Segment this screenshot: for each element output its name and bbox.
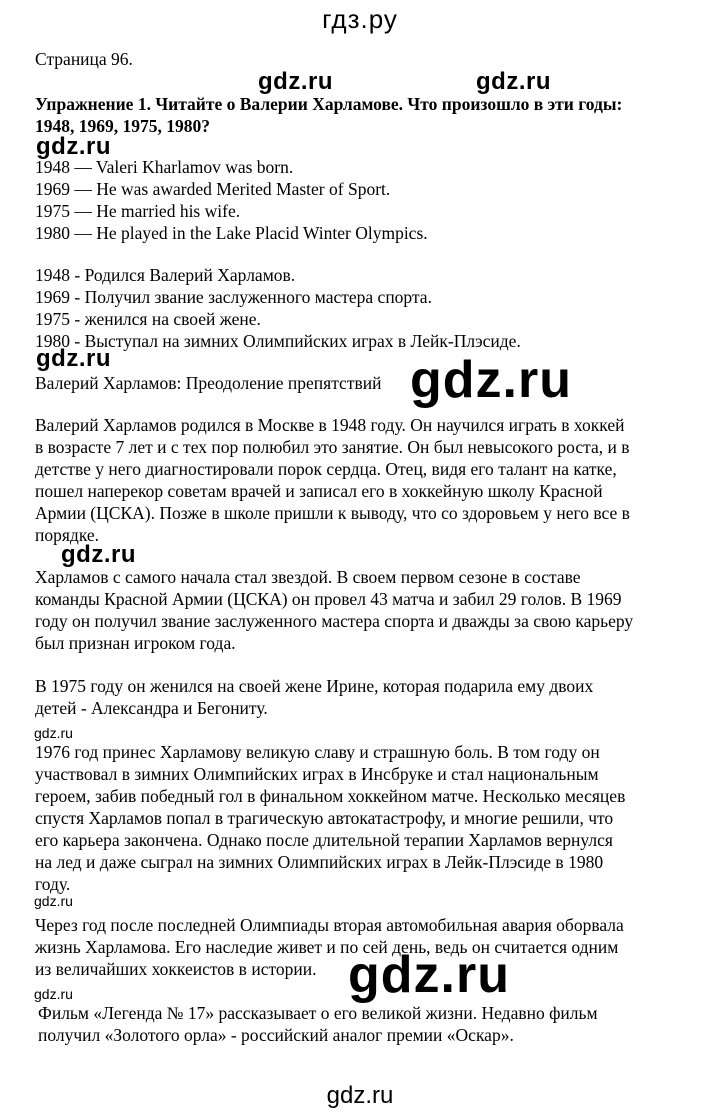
watermark: gdz.ru xyxy=(34,986,73,1002)
english-event: 1969 — He was awarded Merited Master of Sport. xyxy=(35,179,391,199)
russian-event: 1975 - женился на своей жене. xyxy=(35,309,261,329)
paragraph-line: участвовал в зимних Олимпийских играх в Инсбруке и стал национальным xyxy=(35,764,599,784)
paragraph-line: Армии (ЦСКА). Позже в школе пришли к выводу, что со здоровьем у него все в xyxy=(35,503,630,523)
paragraph-line: жизнь Харламова. Его наследие живет и по сей день, ведь он считается одним xyxy=(35,937,619,957)
exercise-heading-line2: 1948, 1969, 1975, 1980? xyxy=(35,116,210,136)
site-footer: gdz.ru xyxy=(326,1082,394,1109)
english-event: 1980 — He played in the Lake Placid Winter Olympics. xyxy=(35,223,428,243)
watermark: gdz.ru xyxy=(36,133,111,160)
page-number-label: Страница 96. xyxy=(35,49,133,69)
paragraph-line: Валерий Харламов родился в Москве в 1948 году. Он научился играть в хоккей xyxy=(35,415,625,435)
paragraph-line: Через год после последней Олимпиады вторая автомобильная авария оборвала xyxy=(35,915,624,935)
watermark: gdz.ru xyxy=(348,946,510,1004)
paragraph-line: пошел наперекор советам врачей и записал его в хоккейную школу Красной xyxy=(35,481,603,501)
paragraph-line: из величайших хоккеистов в истории. xyxy=(35,959,317,979)
paragraph-line: был признан игроком года. xyxy=(35,633,236,653)
paragraph-line: получил «Золотого орла» - российский аналог премии «Оскар». xyxy=(38,1025,514,1045)
paragraph-line: 1976 год принес Харламову великую славу и страшную боль. В том году он xyxy=(35,742,600,762)
paragraph-line: детей - Александра и Бегониту. xyxy=(35,698,268,718)
paragraph-line: спустя Харламов попал в трагическую автокатастрофу, и многие решили, что xyxy=(35,808,614,828)
paragraph-line: героем, забив победный гол в финальном хоккейном матче. Несколько месяцев xyxy=(35,786,626,806)
english-event: 1975 — He married his wife. xyxy=(35,201,241,221)
watermark: gdz.ru xyxy=(258,68,333,95)
paragraph-line: порядке. xyxy=(35,525,100,545)
paragraph-line: его карьера закончена. Однако после длительной терапии Харламов вернулся xyxy=(35,830,613,850)
paragraph-line: Фильм «Легенда № 17» рассказывает о его великой жизни. Недавно фильм xyxy=(38,1003,598,1023)
russian-event: 1948 - Родился Валерий Харламов. xyxy=(35,265,296,285)
paragraph-line: детстве у него диагностировали порок сердца. Отец, видя его талант на катке, xyxy=(35,459,617,479)
paragraph-line: команды Красной Армии (ЦСКА) он провел 43 матча и забил 29 голов. В 1969 xyxy=(35,589,622,609)
paragraph-line: в возрасте 7 лет и с тех пор полюбил это занятие. Он был невысокого роста, и в xyxy=(35,437,630,457)
russian-event: 1980 - Выступал на зимних Олимпийских играх в Лейк-Плэсиде. xyxy=(35,331,521,351)
watermark: gdz.ru xyxy=(476,68,551,95)
article-title: Валерий Харламов: Преодоление препятствий xyxy=(35,373,382,393)
paragraph-line: году он получил звание заслуженного мастера спорта и дважды за свою карьеру xyxy=(35,611,634,631)
watermark: gdz.ru xyxy=(410,351,572,409)
watermark: gdz.ru xyxy=(34,725,73,741)
paragraph-line: году. xyxy=(35,874,71,894)
watermark: gdz.ru xyxy=(36,345,111,372)
paragraph-line: на лед и даже сыграл на зимних Олимпийских играх в Лейк-Плэсиде в 1980 xyxy=(35,852,604,872)
paragraph-line: В 1975 году он женился на своей жене Ирине, которая подарила ему двоих xyxy=(35,676,594,696)
paragraph-line: Харламов с самого начала стал звездой. В своем первом сезоне в составе xyxy=(35,567,581,587)
exercise-heading-line1: Упражнение 1. Читайте о Валерии Харламове. Что произошло в эти годы: xyxy=(35,94,623,114)
watermark: gdz.ru xyxy=(61,541,136,568)
russian-event: 1969 - Получил звание заслуженного мастера спорта. xyxy=(35,287,432,307)
english-event: 1948 — Valeri Kharlamov was born. xyxy=(35,157,294,177)
watermark: gdz.ru xyxy=(34,893,73,909)
site-header: гдз.ру xyxy=(322,4,398,34)
